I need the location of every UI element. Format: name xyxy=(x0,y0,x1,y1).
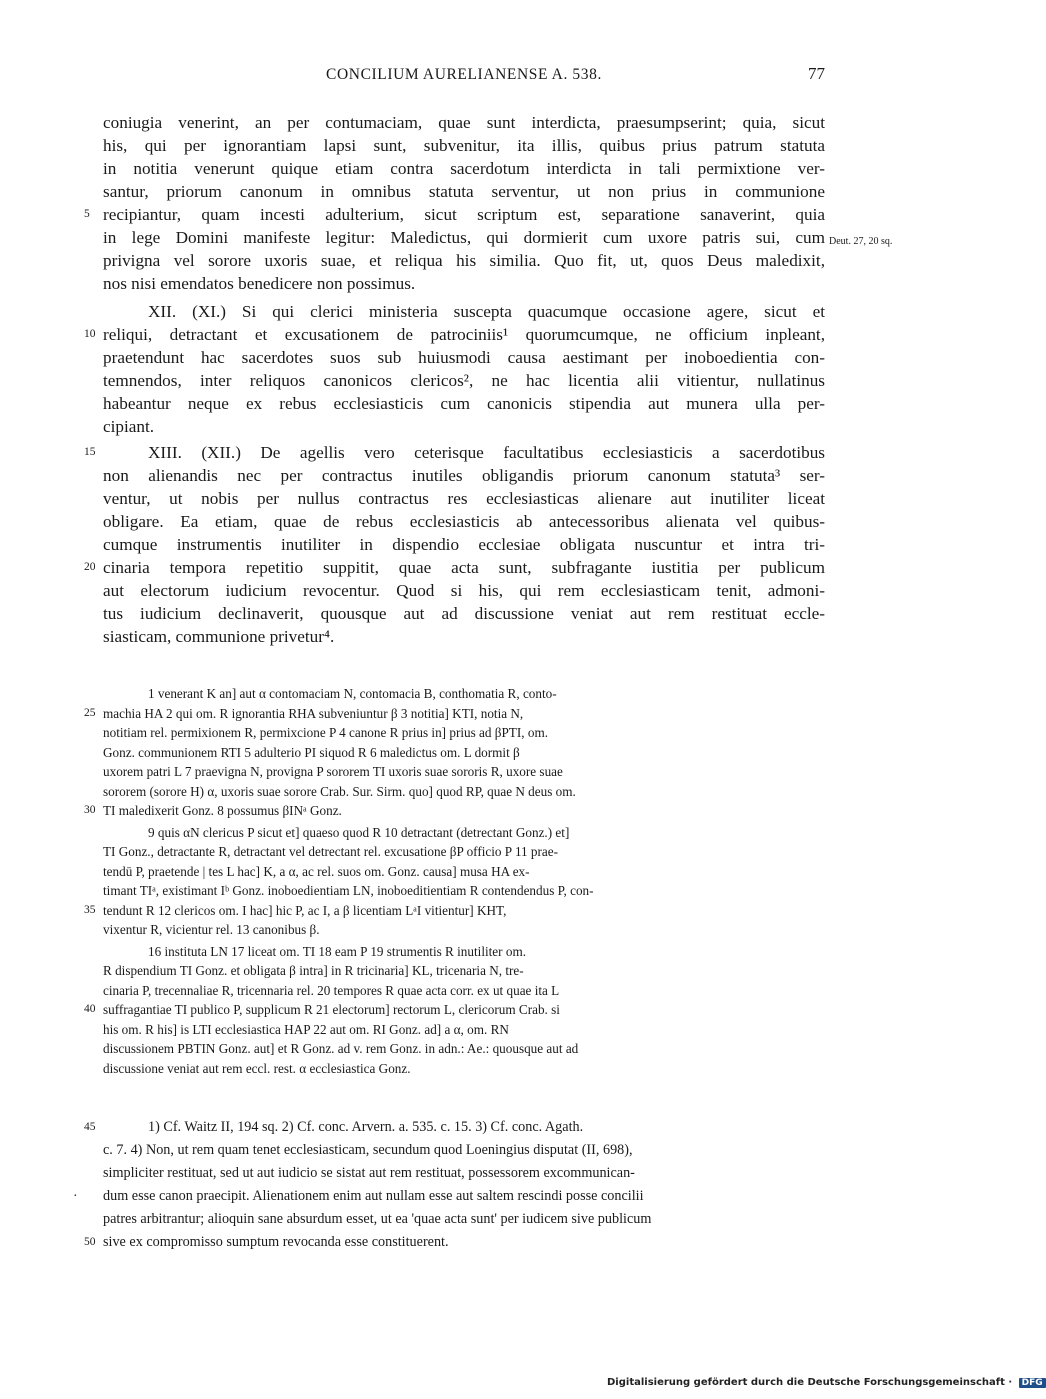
apparatus-line: Gonz. communionem RTI 5 adulterio PI siquod R 6 maledictus om. L dormit β xyxy=(103,745,520,760)
text-line: reliqui, detractant et excusationem de patrociniis¹ quorumcumque, ne officium inpleant, xyxy=(103,325,825,344)
footer-text: Digitalisierung gefördert durch die Deutsche Forschungsgemeinschaft xyxy=(607,1377,1005,1388)
footnote-line: sive ex compromisso sumptum revocanda esse constituerent. xyxy=(103,1234,449,1250)
line-number: 15 xyxy=(84,446,96,458)
apparatus-line: machia HA 2 qui om. R ignorantia RHA subveniuntur β 3 notitia] KTI, notia N, xyxy=(103,706,524,721)
marginal-reference: Deut. 27, 20 sq. xyxy=(829,236,893,247)
line-number: 20 xyxy=(84,561,96,573)
chapter-xii-start: XII. (XI.) Si qui clerici ministeria suscepta quacumque occasione agere, sicut et xyxy=(148,302,825,321)
chapter-xiii-start: XIII. (XII.) De agellis vero ceterisque facultatibus ecclesiasticis a sacerdotibus xyxy=(148,443,825,462)
line-number: 45 xyxy=(84,1121,96,1133)
text-line: ventur, ut nobis per nullus contractus res ecclesiasticas alienare aut inutiliter liceat xyxy=(103,489,825,508)
apparatus-line: 9 quis αN clericus P sicut et] quaeso quod R 10 detractant (detrectant Gonz.) et] xyxy=(148,825,570,840)
apparatus-line: TI Gonz., detractante R, detractant vel detrectant rel. excusatione βP officio P 11 prae- xyxy=(103,844,559,859)
text-line: in lege Domini manifeste legitur: Maledictus, qui dormierit cum uxore patris sui, cum xyxy=(103,228,825,247)
footnote-line: simpliciter restituat, sed ut aut iudicio se sistat aut rem restituat, possessorem excommunican- xyxy=(103,1165,635,1181)
line-number: 50 xyxy=(84,1236,96,1248)
apparatus-line: tendū P, praetende | tes L hac] K, a α, ac rel. suos om. Gonz. causa] musa HA ex- xyxy=(103,864,530,879)
apparatus-line: tendunt R 12 clericos om. I hac] hic P, ac I, a β licentiam LᵃI vitientur] KHT, xyxy=(103,903,507,918)
margin-dot: · xyxy=(73,1189,78,1204)
text-line: non alienandis nec per contractus inutiles obligandis priorum canonum statuta³ ser- xyxy=(103,466,825,485)
text-line: cipiant. xyxy=(103,417,155,436)
text-line: cinaria tempora repetitio suppitit, quae acta sunt, subfragante iustitia per publicum xyxy=(103,558,825,577)
apparatus-line: timant TIᵃ, existimant Iᵇ Gonz. inoboedientiam LN, inoboeditientiam R contendendus P, con- xyxy=(103,883,594,898)
apparatus-line: notitiam rel. permixionem R, permixcione P 4 canone R prius in] prius ad βPTI, om. xyxy=(103,725,548,740)
footnote-line: c. 7. 4) Non, ut rem quam tenet ecclesiasticam, secundum quod Loeningius disputat (II, 698), xyxy=(103,1142,633,1158)
apparatus-line: sororem (sorore H) α, uxoris suae sorore Crab. Sur. Sirm. quo] quod RP, quae N deus om. xyxy=(103,784,576,799)
line-number: 5 xyxy=(84,208,90,220)
apparatus-line: TI maledixerit Gonz. 8 possumus βINᵃ Gonz. xyxy=(103,803,342,818)
text-line: coniugia venerint, an per contumaciam, quae sunt interdicta, praesumpserint; quia, sicut xyxy=(103,113,825,132)
running-title: CONCILIUM AURELIANENSE A. 538. xyxy=(326,66,602,83)
dfg-logo-icon: DFG xyxy=(1019,1378,1046,1388)
footnote-line: dum esse canon praecipit. Alienationem enim aut nullam esse aut saltem rescindi posse concilii xyxy=(103,1188,644,1204)
apparatus-line: suffragantiae TI publico P, supplicum R 21 electorum] rectorum L, clericorum Crab. si xyxy=(103,1002,560,1017)
apparatus-line: 1 venerant K an] aut α contomaciam N, contomacia B, conthomatia R, conto- xyxy=(148,686,557,701)
footnote-line: 1) Cf. Waitz II, 194 sq. 2) Cf. conc. Arvern. a. 535. c. 15. 3) Cf. conc. Agath. xyxy=(148,1119,584,1135)
apparatus-line: cinaria P, trecennaliae R, tricennaria rel. 20 tempores R quae acta corr. ex ut quae ita L xyxy=(103,983,560,998)
apparatus-line: his om. R his] is LTI ecclesiastica HAP 22 aut om. RI Gonz. ad] a α, om. RN xyxy=(103,1022,509,1037)
line-number: 40 xyxy=(84,1003,96,1015)
apparatus-line: discussionem PBTIN Gonz. aut] et R Gonz. ad v. rem Gonz. in adn.: Ae.: quousque aut ad xyxy=(103,1041,579,1056)
text-line: habeantur neque ex rebus ecclesiasticis cum canonicis stipendia aut munera ulla per- xyxy=(103,394,825,413)
line-number: 30 xyxy=(84,804,96,816)
text-line: recipiantur, quam incesti adulterium, sicut scriptum est, separatione sanaverint, quia xyxy=(103,205,825,224)
text-line: santur, priorum canonum in omnibus statuta serventur, ut non prius in communione xyxy=(103,182,825,201)
text-line: tus iudicium declinaverit, quousque aut ad discussione veniat aut rem restituat eccle- xyxy=(103,604,825,623)
digitization-footer: Digitalisierung gefördert durch die Deutsche Forschungsgemeinschaft · DFG xyxy=(607,1377,1046,1388)
text-line: privigna vel sorore uxoris suae, et reliqua his similia. Quo fit, ut, quos Deus maledixit, xyxy=(103,251,825,270)
apparatus-line: discussione veniat aut rem eccl. rest. α ecclesiastica Gonz. xyxy=(103,1061,411,1076)
apparatus-line: uxorem patri L 7 praevigna N, provigna P sororem TI uxoris suae sororis R, uxore suae xyxy=(103,764,563,779)
text-line: praetendunt hac sacerdotes suos sub huiusmodi causa aestimant per inoboedientia con- xyxy=(103,348,825,367)
text-line: temnendos, inter reliquos canonicos clericos², ne hac licentia alii vitientur, nullatinus xyxy=(103,371,825,390)
line-number: 35 xyxy=(84,904,96,916)
text-line: siasticam, communione privetur⁴. xyxy=(103,627,335,646)
footnote-line: patres arbitrantur; alioquin sane absurdum esset, ut ea 'quae acta sunt' per iudicem sive publicum xyxy=(103,1211,652,1227)
apparatus-line: vixentur R, vicientur rel. 13 canonibus β. xyxy=(103,922,320,937)
text-line: aut electorum iudicium revocentur. Quod si his, qui rem ecclesiasticam tenit, admoni- xyxy=(103,581,825,600)
apparatus-line: 16 instituta LN 17 liceat om. TI 18 eam P 19 strumentis R inutiliter om. xyxy=(148,944,527,959)
running-header xyxy=(103,62,825,88)
line-number: 25 xyxy=(84,707,96,719)
text-line: his, qui per ignorantiam lapsi sunt, subvenitur, ita illis, quibus prius patrum statuta xyxy=(103,136,825,155)
line-number: 10 xyxy=(84,328,96,340)
text-line: cumque instrumentis inutiliter in dispendio ecclesiae obligata nuscuntur et intra tri- xyxy=(103,535,825,554)
page-number: 77 xyxy=(808,64,825,83)
text-line: in notitia venerunt quique etiam contra sacerdotum interdicta in tali permixtione ver- xyxy=(103,159,825,178)
apparatus-line: R dispendium TI Gonz. et obligata β intra] in R tricinaria] KL, tricenaria N, tre- xyxy=(103,963,524,978)
text-line: obligare. Ea etiam, quae de rebus ecclesiasticis ab antecessoribus alienata vel quibus- xyxy=(103,512,825,531)
text-line: nos nisi emendatos benedicere non possimus. xyxy=(103,274,416,293)
